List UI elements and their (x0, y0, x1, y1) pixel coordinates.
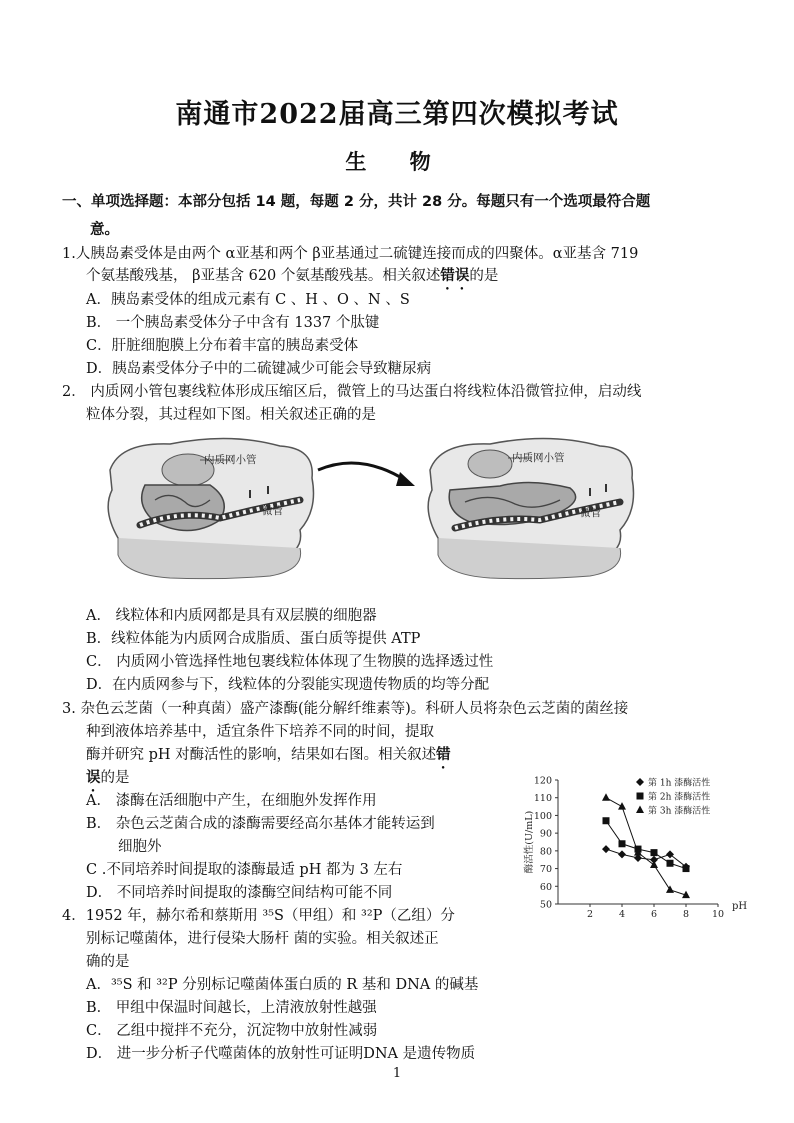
er-tubule-label-1: 内质网小管 (204, 454, 257, 466)
y-tick-label: 100 (533, 810, 552, 822)
q3-stem-line2: 种到液体培养基中，适宜条件下培养不同的时间，提取 (86, 724, 434, 740)
subject-title: 生 物 (345, 149, 449, 174)
x-axis-label: pH (732, 901, 748, 912)
q2-mitochondria-figure (100, 430, 740, 580)
data-point-series-3 (618, 802, 626, 810)
y-tick-label: 70 (539, 864, 552, 876)
q3-stem-end: 的是 (100, 770, 130, 786)
y-axis-label: 酶活性(U/mL) (524, 810, 535, 874)
q3-option-c: C .不同培养时间提取的漆酶最适 pH 都为 3 左右 (86, 862, 403, 878)
process-arrow-icon (318, 463, 415, 486)
q2-option-a: A． 线粒体和内质网都是具有双层膜的细胞器 (86, 608, 377, 624)
x-tick-label: 4 (618, 909, 626, 920)
q4-stem-line1: 4．1952 年，赫尔希和蔡斯用 ³⁵S（甲组）和 ³²P（乙组）分 (62, 908, 455, 924)
data-point-series-2 (667, 860, 674, 867)
data-point-series-1 (602, 845, 610, 853)
q1-option-a: A．胰岛素受体的组成元素有 C 、H 、O 、N 、S (86, 292, 410, 308)
x-tick-label: 2 (586, 909, 594, 920)
x-tick-label: 6 (650, 909, 658, 920)
page-number: 1 (392, 1066, 402, 1081)
q1-stem-line1: 1.人胰岛素受体是由两个 α亚基和两个 β亚基通过二硫键连接而成的四聚体。α亚基含 719 (62, 246, 639, 262)
y-tick-label: 110 (533, 793, 552, 805)
q1-stem-end: 的是 (469, 268, 499, 284)
y-tick-label: 80 (539, 846, 552, 858)
legend-marker-1 (636, 778, 644, 786)
q3-option-d: D． 不同培养时间提取的漆酶空间结构可能不同 (86, 885, 393, 901)
legend-label-3: 第 3h 漆酶活性 (648, 806, 711, 817)
q3-emphasis-2: 误 (86, 769, 101, 786)
data-point-series-1 (618, 850, 626, 858)
page-title: 南通市2022届高三第四次模拟考试 (175, 99, 619, 130)
x-tick-label: 8 (682, 909, 690, 920)
series-line-2 (606, 821, 686, 869)
q1-emphasis-word: 错误 (440, 267, 470, 284)
section-heading: 一、单项选择题：本部分包括 14 题，每题 2 分，共计 28 分。每题只有一个选项最符合题 (62, 194, 651, 210)
data-point-series-3 (650, 861, 658, 869)
q2-stem-line1: 2． 内质网小管包裹线粒体形成压缩区后，微管上的马达蛋白将线粒体沿微管拉伸，启动线 (62, 384, 642, 400)
q4-stem-line2: 别标记噬菌体，进行侵染大肠杆 菌的实验。相关叙述正 (86, 931, 439, 947)
data-point-series-2 (683, 865, 690, 872)
section-heading-cont: 意。 (90, 222, 119, 238)
y-tick-label: 90 (539, 828, 552, 840)
q2-option-d: D．在内质网参与下，线粒体的分裂能实现遗传物质的均等分配 (86, 677, 490, 693)
q3-option-b-cont: 细胞外 (118, 839, 162, 855)
y-tick-label: 120 (533, 775, 552, 787)
q4-stem-line3: 确的是 (86, 954, 130, 970)
cell-before (108, 438, 313, 578)
q1-option-d: D．胰岛素受体分子中的二硫键减少可能会导致糖尿病 (86, 361, 432, 377)
q3-option-a: A． 漆酶在活细胞中产生，在细胞外发挥作用 (86, 793, 377, 809)
q4-option-c: C． 乙组中搅拌不充分，沉淀物中放射性减弱 (86, 1023, 378, 1039)
er-tubule-label-2: 内质网小管 (512, 452, 565, 464)
q4-option-a: A．³⁵S 和 ³²P 分别标记噬菌体蛋白质的 R 基和 DNA 的碱基 (86, 977, 479, 993)
y-tick-label: 60 (539, 881, 552, 893)
x-tick-label: 10 (711, 909, 725, 920)
q1-option-b: B． 一个胰岛素受体分子中含有 1337 个肽键 (86, 315, 380, 331)
q4-option-d: D． 进一步分析子代噬菌体的放射性可证明DNA 是遗传物质 (86, 1046, 476, 1062)
data-point-series-3 (666, 885, 674, 893)
legend-label-2: 第 2h 漆酶活性 (648, 792, 711, 803)
q2-option-c: C． 内质网小管选择性地包裹线粒体体现了生物膜的选择透过性 (86, 654, 494, 670)
legend-marker-2 (637, 793, 644, 800)
q3-stem-line1: 3. 杂色云芝菌（一种真菌）盛产漆酶(能分解纤维素等)。科研人员将杂色云芝菌的菌丝接 (62, 701, 629, 717)
data-point-series-2 (619, 840, 626, 847)
q2-option-b: B．线粒体能为内质网合成脂质、蛋白质等提供 ATP (86, 631, 421, 647)
data-point-series-2 (651, 849, 658, 856)
legend-marker-3 (636, 806, 644, 814)
q3-stem-text: 酶并研究 pH 对酶活性的影响，结果如右图。相关叙述 (86, 747, 437, 763)
q1-stem-text: 个氨基酸残基， β亚基含 620 个氨基酸残基。相关叙述 (86, 268, 441, 284)
microtubule-label-1: 微管 (262, 505, 283, 517)
q2-stem-line2: 粒体分裂，其过程如下图。相关叙述正确的是 (86, 407, 376, 423)
data-point-series-2 (603, 817, 610, 824)
y-tick-label: 50 (539, 899, 552, 911)
data-point-series-3 (602, 793, 610, 801)
q3-stem-line3 (86, 743, 451, 772)
q3-option-b: B． 杂色云芝菌合成的漆酶需要经高尔基体才能转运到 (86, 816, 435, 832)
enzyme-activity-chart (510, 770, 760, 920)
cell-after (428, 438, 633, 578)
q3-emphasis-1: 错 (436, 746, 451, 763)
q4-option-b: B． 甲组中保温时间越长，上清液放射性越强 (86, 1000, 377, 1016)
microtubule-label-2: 微管 (580, 507, 601, 519)
q1-option-c: C．肝脏细胞膜上分布着丰富的胰岛素受体 (86, 338, 359, 354)
legend-label-1: 第 1h 漆酶活性 (648, 778, 711, 789)
